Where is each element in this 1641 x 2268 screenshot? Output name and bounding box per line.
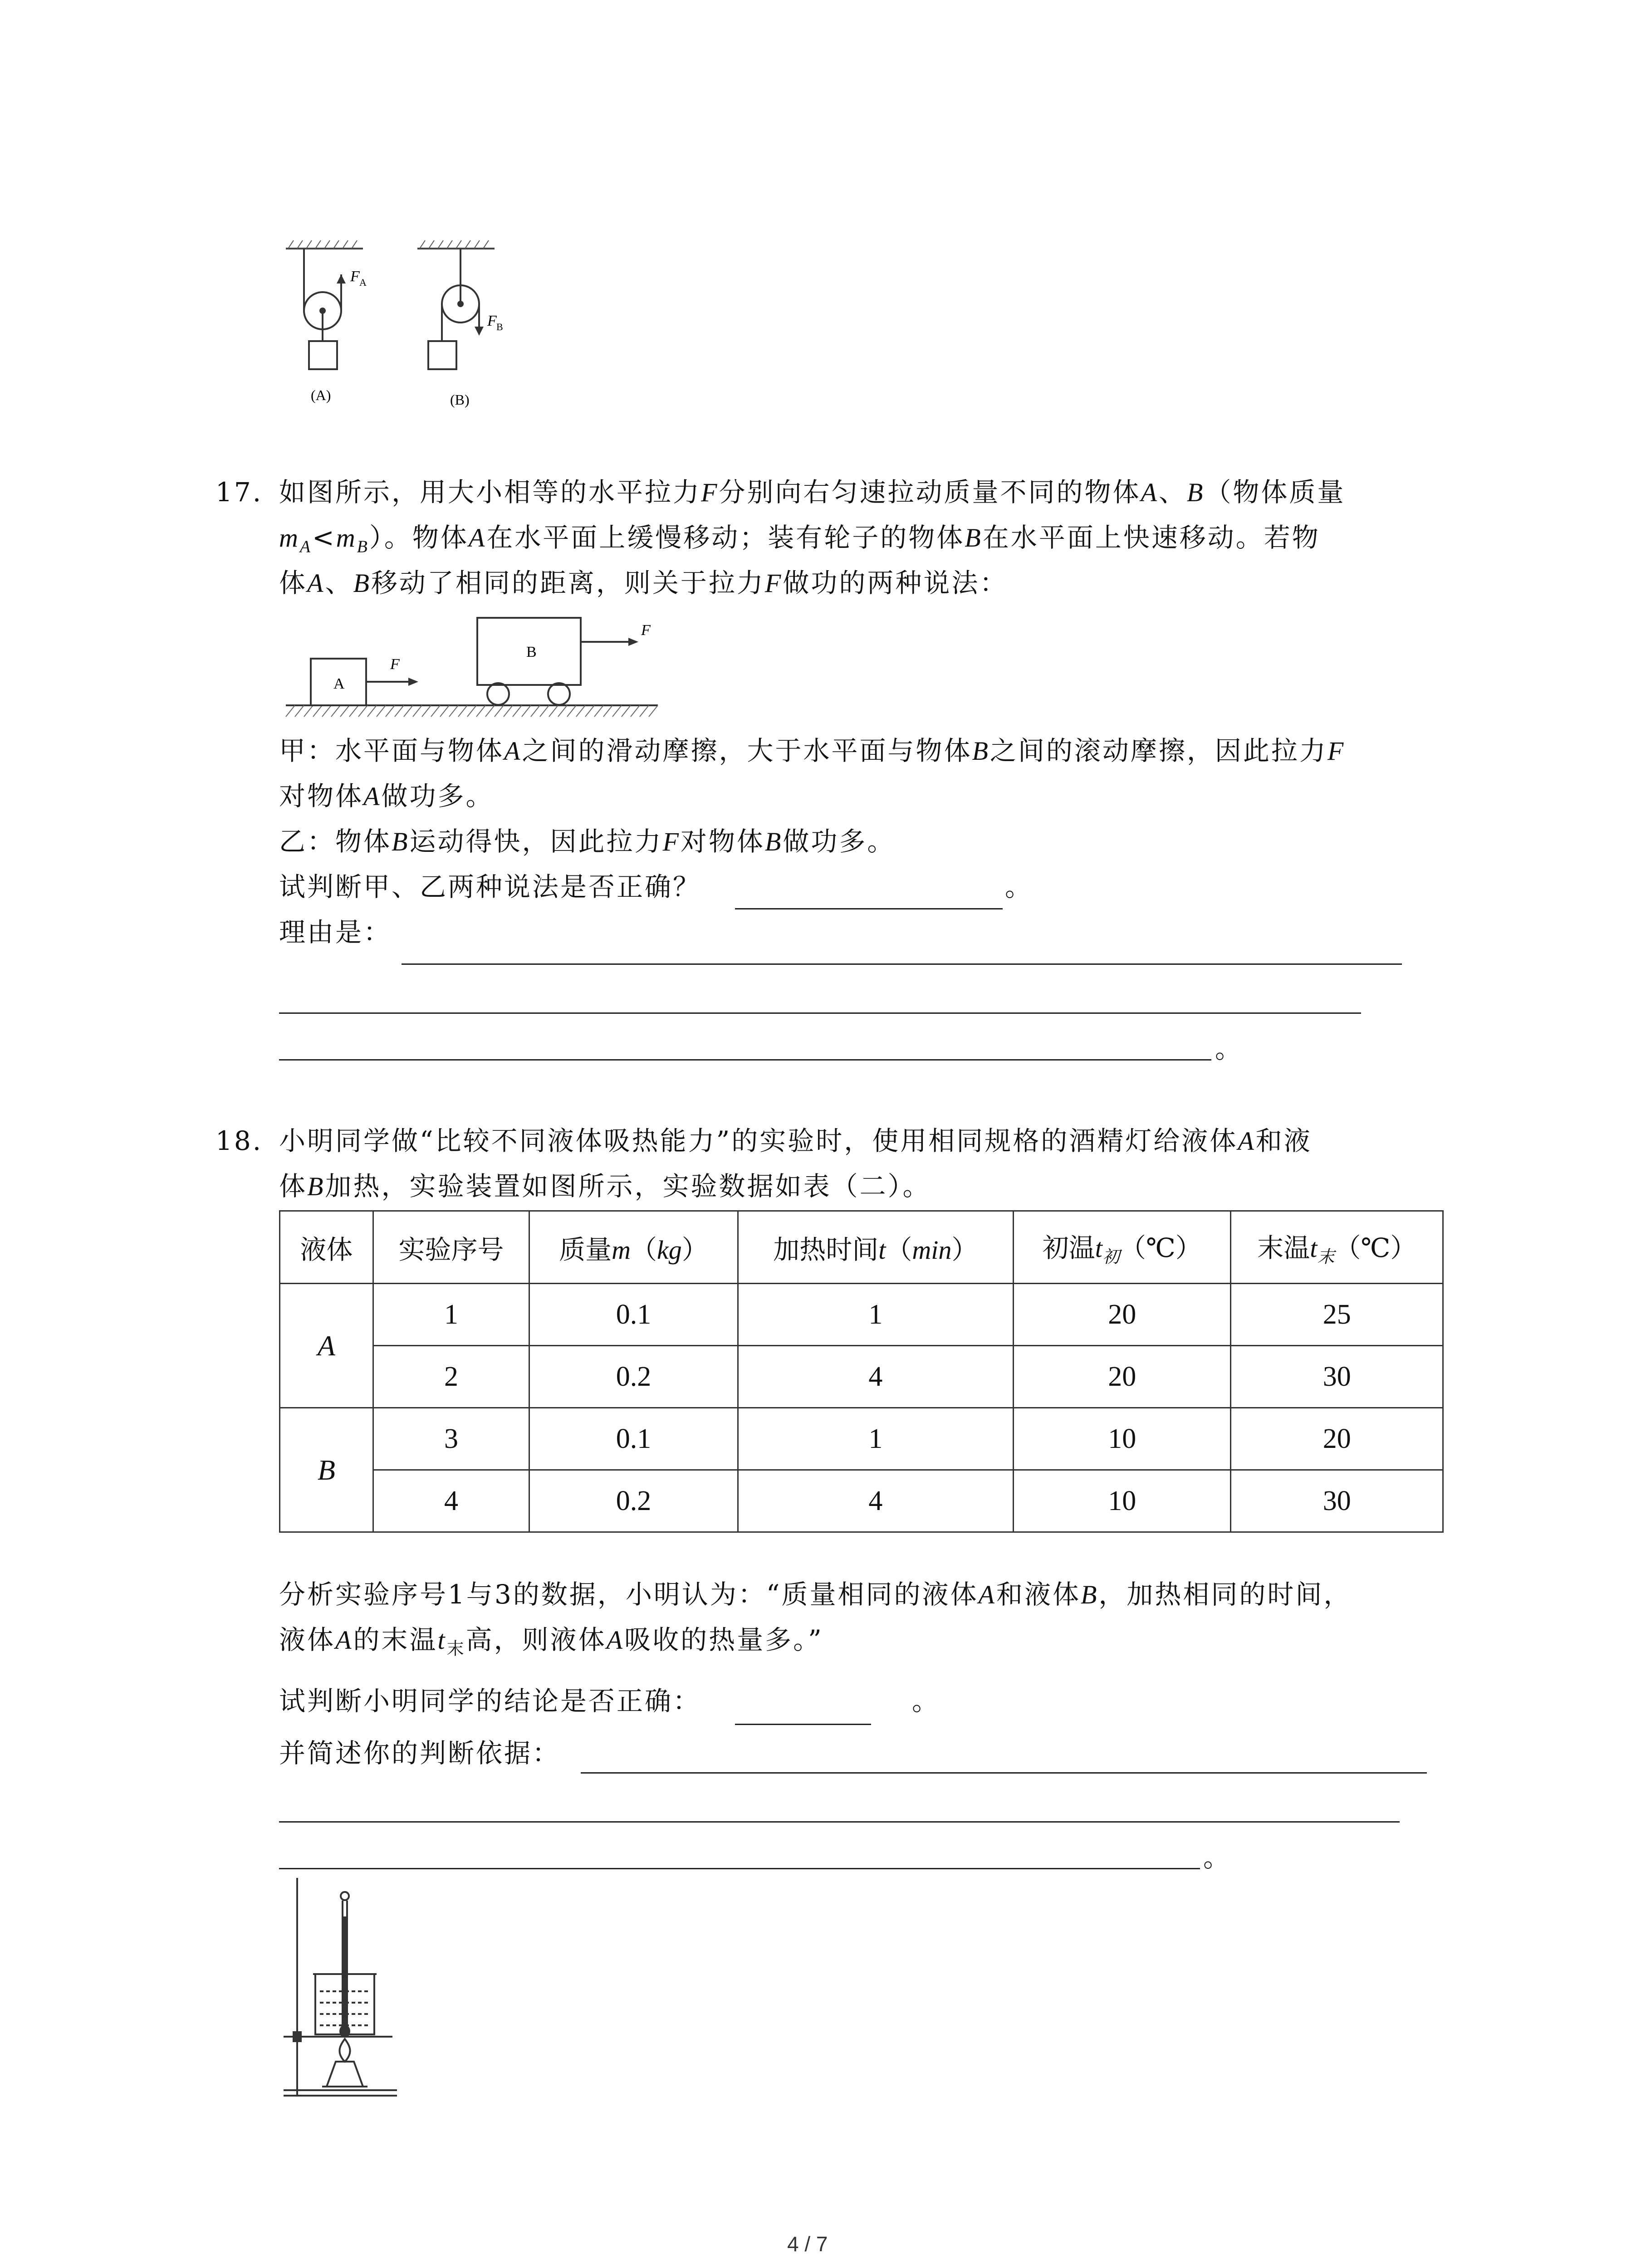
- cell-t0: 20: [1013, 1284, 1230, 1346]
- table-row: [280, 1284, 1443, 1346]
- cell-mass: 0.2: [529, 1346, 738, 1408]
- cell-t1: 20: [1231, 1408, 1443, 1470]
- q18-line2: 体B加热，实验装置如图所示，实验数据如表（二）。: [279, 1171, 931, 1202]
- alcohol-lamp: [327, 2062, 363, 2087]
- q17-jia-line1: 甲：水平面与物体A之间的滑动摩擦，大于水平面与物体B之间的滚动摩擦，因此拉力F: [279, 735, 1346, 766]
- cell-time: 1: [738, 1284, 1013, 1346]
- header-initial-temp: 初温$t_初(℃)$: [1013, 1211, 1230, 1284]
- q18-judge: 试判断小明同学的结论是否正确：: [279, 1686, 701, 1716]
- q17-reason: 理由是：: [279, 917, 392, 948]
- movable-pulley: [304, 249, 341, 369]
- q17-judge-period: 。: [1005, 871, 1034, 902]
- q17-reason-blank-3[interactable]: [279, 1059, 1211, 1061]
- q18-reason-blank-1[interactable]: [581, 1772, 1427, 1774]
- flame: [339, 2039, 350, 2062]
- q18-analysis-line2: 液体A的末温$t_末$高，则液体A吸收的热量多。”: [279, 1624, 823, 1659]
- q17-reason-blank-1[interactable]: [402, 963, 1402, 965]
- cell-seq: 3: [373, 1408, 529, 1470]
- q18-line1: 小明同学做“比较不同液体吸热能力”的实验时，使用相同规格的酒精灯给液体A和液: [279, 1125, 1312, 1156]
- q18-number: 18.: [216, 1125, 263, 1156]
- ceiling-a: [286, 240, 363, 249]
- cell-time: 4: [738, 1470, 1013, 1532]
- liquid-cell-b: B: [280, 1408, 373, 1532]
- q18-reason-blank-3[interactable]: [279, 1868, 1200, 1869]
- cell-seq: 2: [373, 1346, 529, 1408]
- table-row: [280, 1470, 1443, 1532]
- q17-judge-blank[interactable]: [735, 908, 1003, 909]
- q18-judge-blank[interactable]: [735, 1724, 871, 1725]
- header-liquid: 液体: [280, 1211, 373, 1284]
- header-mass: 质量m（kg）: [529, 1211, 738, 1284]
- arrow-fa: [337, 274, 346, 284]
- cell-t1: 30: [1231, 1346, 1443, 1408]
- q17-line1: 如图所示，用大小相等的水平拉力F分别向右匀速拉动质量不同的物体A、B（物体质量: [279, 477, 1346, 508]
- q17-judge: 试判断甲、乙两种说法是否正确？: [279, 871, 701, 902]
- cell-seq: 1: [373, 1284, 529, 1346]
- q17-line3: 体A、B移动了相同的距离，则关于拉力F做功的两种说法：: [279, 567, 1008, 598]
- ground-hatch: [286, 705, 658, 717]
- cell-t0: 10: [1013, 1470, 1230, 1532]
- cell-mass: 0.2: [529, 1470, 738, 1532]
- arrow-fb: [475, 327, 484, 336]
- wheel-right: [548, 683, 570, 705]
- force-label-a: F: [390, 656, 400, 673]
- heating-apparatus-figure: [279, 1873, 415, 2109]
- q17-jia-line2: 对物体A做功多。: [279, 781, 494, 811]
- q17-reason-blank-2[interactable]: [279, 1012, 1361, 1014]
- cell-time: 1: [738, 1408, 1013, 1470]
- header-final-temp: 末温$t_末(℃)$: [1231, 1211, 1443, 1284]
- wheel-left: [487, 683, 509, 705]
- label-fa: F: [350, 268, 360, 285]
- data-table: [279, 1210, 1444, 1533]
- pulley-figure: [272, 236, 526, 417]
- q18-reason: 并简述你的判断依据：: [279, 1738, 561, 1769]
- force-label-b: F: [641, 622, 651, 639]
- cell-seq: 4: [373, 1470, 529, 1532]
- cell-t0: 10: [1013, 1408, 1230, 1470]
- header-time: 加热时间t（min）: [738, 1211, 1013, 1284]
- arrow-f-b: [628, 638, 638, 646]
- cell-t1: 30: [1231, 1470, 1443, 1532]
- q17-number: 17.: [216, 477, 263, 508]
- q18-reason-period: 。: [1203, 1842, 1232, 1873]
- q17-figure: [277, 608, 667, 730]
- q18-judge-period: 。: [912, 1686, 941, 1716]
- q17-yi: 乙：物体B运动得快，因此拉力F对物体B做功多。: [279, 826, 896, 857]
- cell-time: 4: [738, 1346, 1013, 1408]
- q18-analysis-line1: 分析实验序号1与3的数据，小明认为：“质量相同的液体A和液体B，加热相同的时间，: [279, 1579, 1352, 1610]
- cell-mass: 0.1: [529, 1284, 738, 1346]
- block-a-label: A: [333, 675, 345, 692]
- table-row: [280, 1346, 1443, 1408]
- ceiling-b: [417, 240, 495, 249]
- label-fa-sub: A: [359, 277, 367, 288]
- label-fb: F: [487, 313, 497, 329]
- cart-b-label: B: [526, 644, 537, 660]
- label-fb-sub: B: [496, 321, 503, 332]
- cell-t1: 25: [1231, 1284, 1443, 1346]
- cell-t0: 20: [1013, 1346, 1230, 1408]
- table-row: [280, 1408, 1443, 1470]
- header-seq: 实验序号: [373, 1211, 529, 1284]
- arrow-f-a: [408, 678, 418, 686]
- liquid-cell-a: A: [280, 1284, 373, 1408]
- page-number: 4 / 7: [787, 2232, 828, 2256]
- fixed-pulley: [428, 249, 479, 369]
- q17-reason-period: 。: [1215, 1033, 1244, 1064]
- table-header-row: [280, 1211, 1443, 1284]
- caption-b: (B): [450, 391, 470, 408]
- q17-line2: $m_A<m_B$）。物体A在水平面上缓慢移动；装有轮子的物体B在水平面上快速移动。若物: [279, 522, 1320, 557]
- q18-reason-blank-2[interactable]: [279, 1821, 1400, 1823]
- cell-mass: 0.1: [529, 1408, 738, 1470]
- caption-a: (A): [311, 387, 331, 403]
